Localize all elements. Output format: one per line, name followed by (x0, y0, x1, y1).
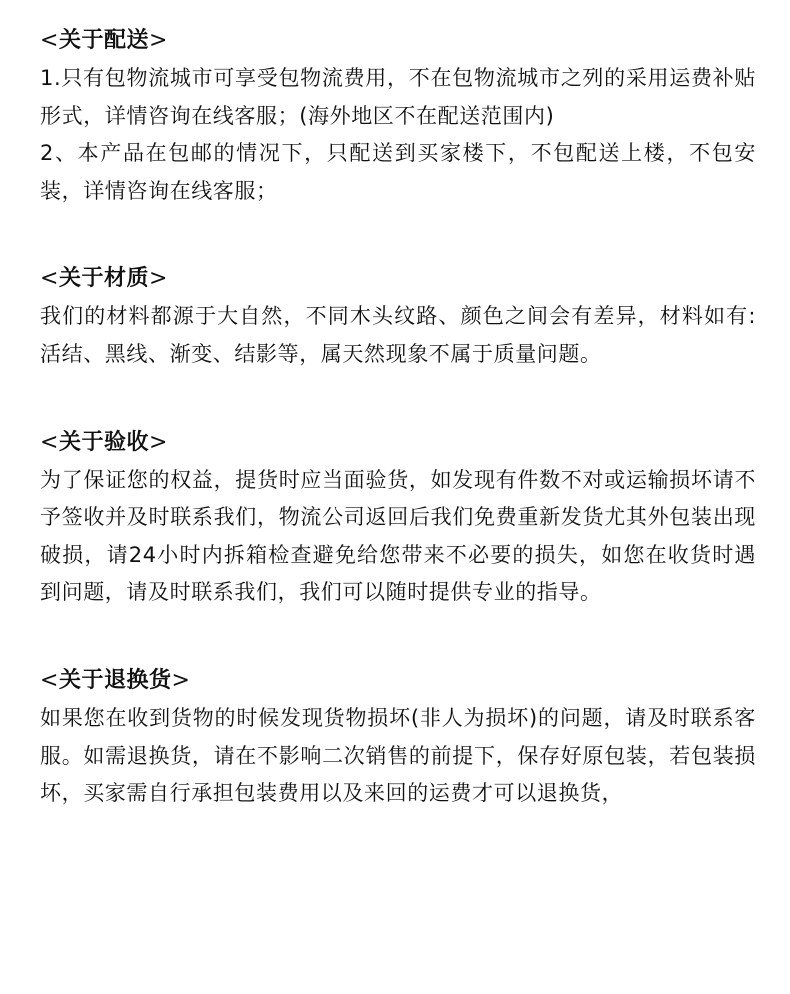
section-paragraph: 为了保证您的权益，提货时应当面验货，如发现有件数不对或运输损坏请不予签收并及时联系我们，物流公司返回后我们免费重新发货尤其外包装出现破损，请24小时内拆箱检查避免给您带来不必要的损失，如您在收货时遇到问题，请及时联系我们，我们可以随时提供专业的指导。 (40, 467, 756, 605)
section-heading-text: 关于材质 (58, 266, 149, 292)
section-heading: <关于配送> (40, 28, 168, 53)
section-material (40, 260, 756, 373)
section-paragraph: 如果您在收到货物的时候发现货物损坏(非人为损坏)的问题，请及时联系客服。如需退换货，请在不影响二次销售的前提下，保存好原包装，若包装损坏，买家需自行承担包装费用以及来回的运费才可以退换货， (40, 705, 756, 806)
section-heading-text: 关于配送 (58, 28, 149, 53)
section-heading: <关于材质> (40, 266, 168, 292)
section-heading-text: 关于验收 (58, 429, 149, 455)
section-inspection (40, 424, 756, 612)
section-heading: <关于验收> (40, 429, 168, 455)
section-delivery (40, 22, 756, 210)
section-paragraph: 我们的材料都源于大自然，不同木头纹路、颜色之间会有差异，材料如有:活结、黑线、渐变、结影等，属天然现象不属于质量问题。 (40, 304, 756, 366)
section-paragraph: 1.只有包物流城市可享受包物流费用，不在包物流城市之列的采用运费补贴形式，详情咨询在线客服；(海外地区不在配送范围内) (40, 66, 756, 128)
section-heading: <关于退换货> (40, 667, 191, 693)
section-returns (40, 662, 756, 813)
section-heading-text: 关于退换货 (58, 667, 172, 693)
section-paragraph: 2、本产品在包邮的情况下，只配送到买家楼下，不包配送上楼，不包安装，详情咨询在线客服； (40, 141, 756, 203)
